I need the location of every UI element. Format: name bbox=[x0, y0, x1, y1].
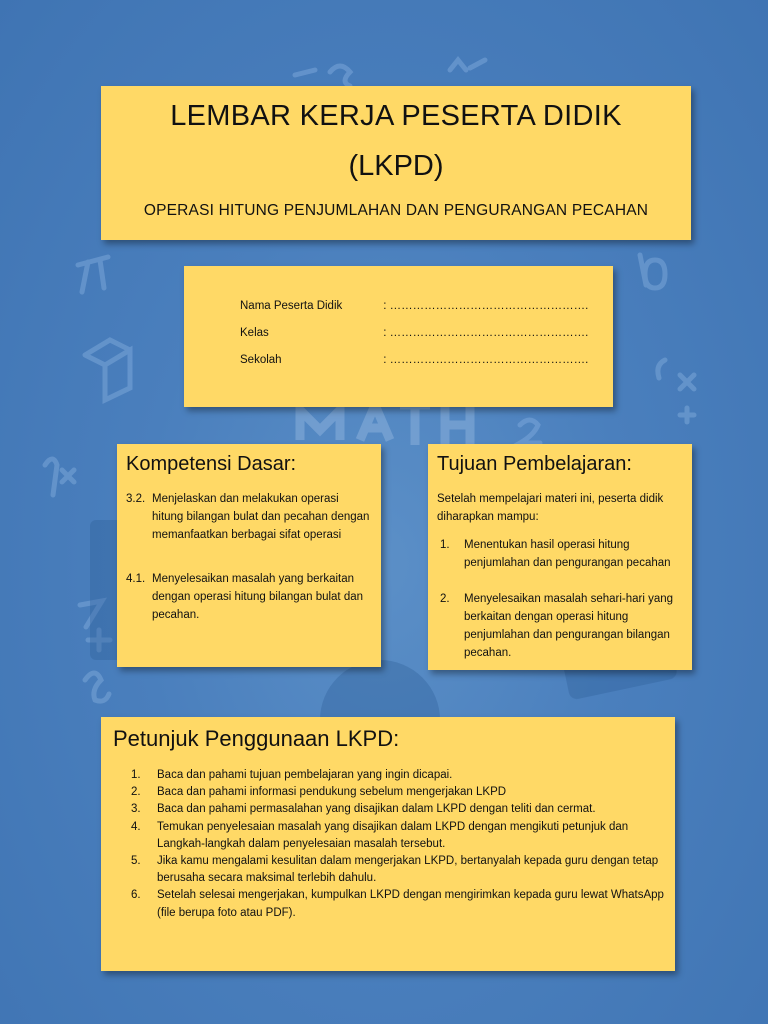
list-number: 5. bbox=[131, 855, 141, 868]
list-number: 3. bbox=[131, 803, 141, 816]
page-title: LEMBAR KERJA PESERTA DIDIK bbox=[170, 100, 622, 132]
identity-row-name bbox=[240, 300, 588, 312]
list-number: 2. bbox=[131, 786, 141, 799]
list-text: Jika kamu mengalami kesulitan dalam mengerjakan LKPD, bertanyalah kepada guru dengan tetap berusaha secara maksimal terlebih dahulu. bbox=[157, 855, 659, 885]
list-number: 6. bbox=[131, 889, 141, 902]
tujuan-title: Tujuan Pembelajaran: bbox=[437, 453, 632, 475]
list-item bbox=[131, 819, 671, 853]
title-box bbox=[101, 86, 691, 240]
kompetensi-item bbox=[126, 570, 370, 624]
kompetensi-dasar-box bbox=[117, 444, 381, 667]
tujuan-item bbox=[440, 536, 686, 572]
list-item bbox=[131, 801, 671, 818]
identity-label: Nama Peserta Didik bbox=[240, 300, 343, 312]
list-item bbox=[131, 767, 671, 784]
identity-row-school bbox=[240, 354, 588, 366]
identity-row-class bbox=[240, 327, 588, 339]
tujuan-number: 2. bbox=[440, 593, 450, 605]
list-text: Temukan penyelesaian masalah yang disajikan dalam LKPD dengan mengikuti petunjuk dan Langkah-langkah dalam penyelesaian masalah tersebut. bbox=[157, 820, 629, 850]
list-text: Baca dan pahami tujuan pembelajaran yang ingin dicapai. bbox=[157, 769, 453, 781]
list-text: Baca dan pahami permasalahan yang disajikan dalam LKPD dengan teliti dan cermat. bbox=[157, 803, 596, 816]
tujuan-number: 1. bbox=[440, 539, 450, 551]
kompetensi-item bbox=[126, 490, 370, 544]
list-number: 1. bbox=[131, 769, 141, 781]
list-number: 4. bbox=[131, 820, 141, 833]
tujuan-pembelajaran-box bbox=[428, 444, 692, 670]
tujuan-text: Menyelesaikan masalah sehari-hari yang berkaitan dengan operasi hitung penjumlahan dan pengurangan bilangan pecahan. bbox=[464, 593, 674, 659]
kompetensi-text: Menyelesaikan masalah yang berkaitan dengan operasi hitung bilangan bulat dan pecahan. bbox=[152, 573, 364, 621]
petunjuk-title: Petunjuk Penggunaan LKPD: bbox=[113, 726, 400, 751]
list-text: Setelah selesai mengerjakan, kumpulkan LKPD dengan mengirimkan kepada guru lewat WhatsApp (file berupa foto atau PDF). bbox=[157, 889, 664, 919]
name-field[interactable]: : ……………………………………………. bbox=[383, 300, 589, 312]
petunjuk-list bbox=[131, 767, 671, 922]
tujuan-text: Menentukan hasil operasi hitung penjumlahan dan pengurangan pecahan bbox=[464, 539, 671, 569]
kompetensi-title: Kompetensi Dasar: bbox=[126, 453, 297, 475]
list-item bbox=[131, 887, 671, 921]
kompetensi-text: Menjelaskan dan melakukan operasi hitung bilangan bulat dan pecahan dengan memanfaatkan berbagai sifat operasi bbox=[152, 493, 370, 541]
list-text: Baca dan pahami informasi pendukung sebelum mengerjakan LKPD bbox=[157, 786, 507, 799]
page-subtitle: OPERASI HITUNG PENJUMLAHAN DAN PENGURANGAN PECAHAN bbox=[143, 202, 649, 219]
identity-label: Sekolah bbox=[240, 354, 282, 366]
class-field[interactable]: : ……………………………………………. bbox=[383, 327, 589, 339]
list-item bbox=[131, 853, 671, 887]
school-field[interactable]: : ……………………………………………. bbox=[383, 354, 589, 366]
kompetensi-number: 4.1. bbox=[126, 573, 146, 585]
list-item bbox=[131, 784, 671, 801]
identity-box bbox=[184, 266, 613, 407]
identity-label: Kelas bbox=[240, 327, 269, 339]
kompetensi-number: 3.2. bbox=[126, 493, 146, 505]
tujuan-item bbox=[440, 590, 686, 662]
petunjuk-box bbox=[101, 717, 675, 971]
page-title-abbrev: (LKPD) bbox=[348, 150, 444, 182]
tujuan-intro: Setelah mempelajari materi ini, peserta didik diharapkan mampu: bbox=[437, 493, 664, 523]
